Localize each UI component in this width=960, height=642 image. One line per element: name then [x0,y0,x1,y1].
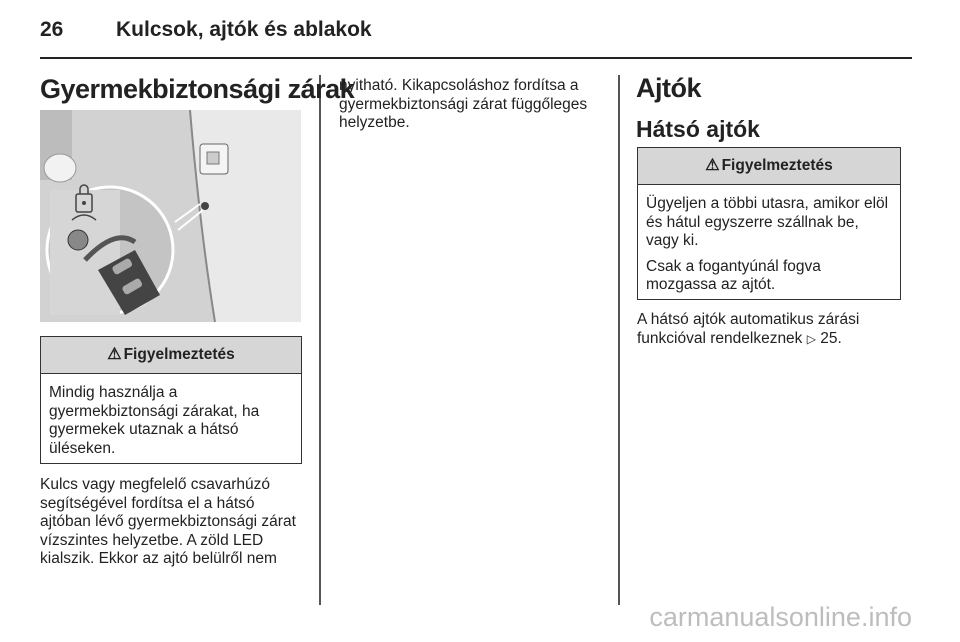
warning-body [638,185,900,301]
warning-header [638,148,900,185]
column-divider [618,75,620,605]
warning-triangle-icon: ⚠ [705,157,720,174]
warning-title: Figyelmeztetés [721,157,833,174]
section-heading: Ajtók [636,73,701,103]
warning-triangle-icon: ⚠ [107,346,122,363]
warning-title: Figyelmeztetés [123,346,235,363]
section-heading: Gyermekbiztonsági zárak [40,74,355,104]
warning-body [41,374,301,464]
paragraph-text: A hátsó ajtók automatikus zárási funkcióval rendelkeznek [637,311,860,347]
page-reference-icon: ▷ [806,331,816,346]
page-reference[interactable]: 25. [820,329,842,347]
warning-text: Mindig használja a gyermekbiztonsági zárakat, ha gyermekek utaznak a hátsó üléseken. [49,384,260,457]
chapter-title: Kulcsok, ajtók és ablakok [116,18,372,41]
warning-header [41,337,301,374]
child-lock-illustration [40,110,301,322]
door-lock-figure [40,110,301,322]
subsection-heading: Hátsó ajtók [636,116,760,142]
body-paragraph [637,311,899,348]
warning-box [637,147,901,300]
body-paragraph: nyitható. Kikapcsoláshoz fordítsa a gyermekbiztonsági zárat függőleges helyzetbe. [339,77,588,131]
header-rule [40,57,912,59]
warning-text: Csak a fogantyúnál fogva mozgassa az ajtót. [646,257,821,293]
column-divider [319,75,321,605]
page-number: 26 [40,18,64,41]
warning-text: Ügyeljen a többi utasra, amikor elöl és hátul egyszerre szállnak be, vagy ki. [646,195,889,249]
warning-box [40,336,302,464]
body-paragraph: Kulcs vagy megfelelő csavarhúzó segítségével fordítsa el a hátsó ajtóban lévő gyermekbiztonsági zárat vízszintes helyzetbe. A zöld LED kialszik. Ekkor az ajtó belülről nem [40,476,296,567]
watermark: carmanualsonline.info [649,602,912,632]
